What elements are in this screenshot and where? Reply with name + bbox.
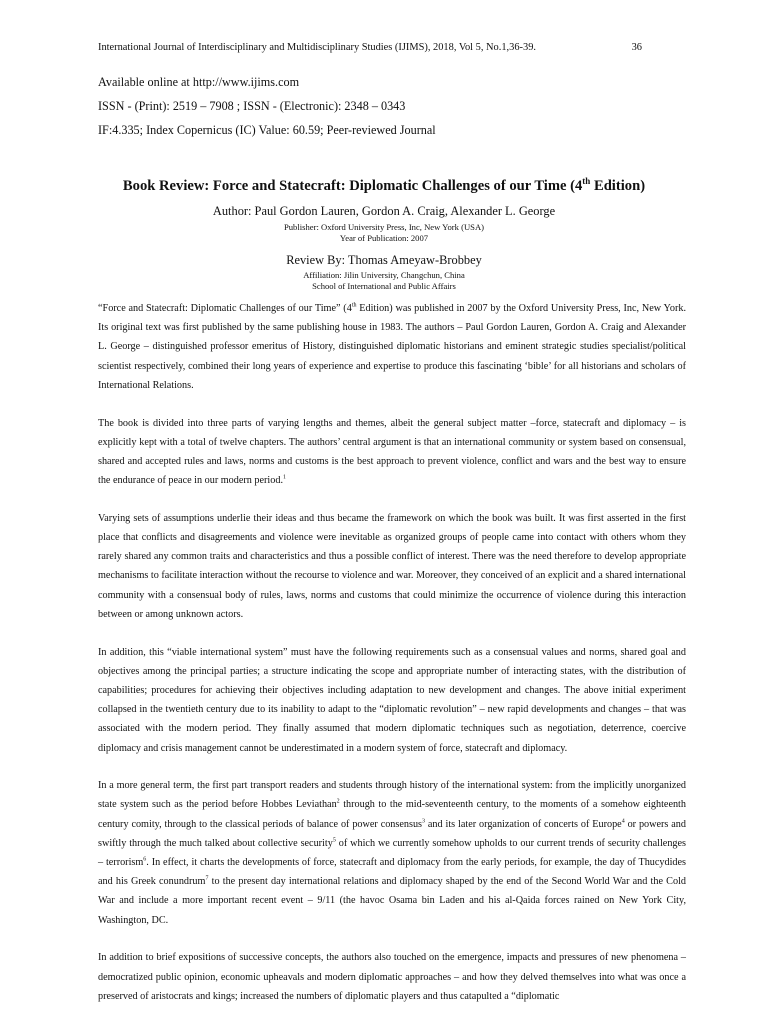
paragraph-2 bbox=[98, 414, 686, 491]
footnote-ref: 6 bbox=[143, 856, 147, 863]
affiliation-line: Affiliation: Jilin University, Changchun, China bbox=[303, 270, 465, 280]
paragraph-3: Varying sets of assumptions underlie their ideas and thus became the framework on which the book was built. It was first asserted in the first place that conflicts and disagreements and violence were inevitable as organized groups of people came into contact with others whom they rarely shared any common traits and characteristics and thus a possible conflict of interest. There was the need therefore to develop appropriate mechanisms to facilitate interaction without the recourse to violence and war. Moreover, they conceived of an explicit and a shared international community with a consensual body of rules, laws, norms and customs that could minimize the occurrence of violence during this interaction between or among unknown actors. bbox=[98, 512, 686, 620]
availability-line: Available online at http://www.ijims.com bbox=[98, 75, 300, 89]
paragraph-text: or powers and swiftly through the much talked about collective security bbox=[98, 818, 686, 849]
footnote-ref: 5 bbox=[332, 837, 336, 844]
article-title bbox=[60, 176, 708, 195]
paragraph-5 bbox=[98, 776, 686, 930]
paragraph-text: The book is divided into three parts of varying lengths and themes, albeit the general subject matter –force, statecraft and diplomacy – is explicitly kept with a total of twelve chapters. The authors’ central argument is that an international community or system based on consensual, shared and accepted rules and laws, norms and customs is the best approach to prevent violence, conflict and wars and the best way to ensure the endurance of peace in our modern period. bbox=[98, 417, 686, 487]
journal-meta bbox=[98, 70, 436, 142]
superscript: th bbox=[351, 302, 357, 309]
paragraph-text: Edition) was published in 2007 by the Oxford University Press, Inc, New York. Its original text was first published by the same publishing house in 1983. The authors – Paul Gordon Lauren, Gordon A. Craig and Alexander L. George – distinguished professor emeritus of History, distinguished diplomatic historians and eminent strategic studies specialist/political scientist respectively, combined their long years of experience and expertise to produce this fascinating ‘bible’ for all historians and scholars of International Relations. bbox=[98, 303, 686, 391]
impact-line: IF:4.335; Index Copernicus (IC) Value: 60.59; Peer-reviewed Journal bbox=[98, 123, 436, 137]
footnote-ref: 4 bbox=[621, 818, 625, 825]
title-text-end: Edition) bbox=[590, 177, 646, 194]
paragraph-1 bbox=[98, 299, 686, 395]
year-line: Year of Publication: 2007 bbox=[339, 233, 429, 243]
journal-citation: International Journal of Interdisciplinary and Multidisciplinary Studies (IJIMS), 2018, Vol 5, No.1,36-39. bbox=[98, 42, 536, 53]
author-line: Author: Paul Gordon Lauren, Gordon A. Craig, Alexander L. George bbox=[212, 204, 556, 218]
issn-line: ISSN - (Print): 2519 – 7908 ; ISSN - (Electronic): 2348 – 0343 bbox=[98, 99, 406, 113]
paragraph-text: “Force and Statecraft: Diplomatic Challenges of our Time” (4 bbox=[98, 303, 352, 314]
page-number: 36 bbox=[631, 42, 642, 53]
footnote-ref: 2 bbox=[336, 799, 340, 806]
title-superscript: th bbox=[582, 176, 591, 186]
footnote-ref: 3 bbox=[422, 818, 426, 825]
paragraph-text: and its later organization of concerts of Europe bbox=[425, 818, 622, 830]
paragraph-text: . In effect, it charts the developments of force, statecraft and diplomacy from the early periods, for example, the day of Thucydides and his Greek conundrum bbox=[98, 857, 686, 888]
reviewer-line: Review By: Thomas Ameyaw-Brobbey bbox=[286, 253, 482, 267]
paragraph-text: through to the mid-seventeenth century, to the moments of a somehow eighteenth century comity, through to the classical periods of balance of power consensus bbox=[98, 799, 686, 830]
paragraph-text: of which we currently somehow upholds to our current trends of security challenges – terrorism bbox=[98, 837, 686, 869]
paragraph-6: In addition to brief expositions of successive concepts, the authors also touched on the emergence, impacts and pressures of new phenomena – democratized public opinion, economic upheavals and modern diplomatic approaches – and how they delved themselves into what was once a preserved of aristocrats and kings; increased the numbers of diplomatic players and thus catapulted a “diplomatic bbox=[98, 952, 686, 1002]
footnote-ref: 1 bbox=[283, 474, 286, 481]
article-body bbox=[98, 299, 686, 1025]
publisher-line: Publisher: Oxford University Press, Inc, New York (USA) bbox=[283, 222, 485, 232]
paragraph-4: In addition, this “viable international system” must have the following requirements such as a consensual values and norms, shared goal and objectives among the principal parties; a structure indicating the scope and appropriate number of interacting states, with the distribution of capabilities; procedures for achieving their objectives including adaptation to new development and changes. The above initial experiment collapsed in the twentieth century due to its inability to adapt to the “diplomatic revolution” – new rapid developments and changes – that was associated with the modern period. They finally assumed that modern diplomatic techniques such as negotiation, deterrence, coercive diplomacy and crisis management cannot be underestimated in a modern system of force, statecraft and diplomacy. bbox=[98, 646, 686, 754]
footnote-ref: 7 bbox=[205, 875, 209, 882]
paragraph-text: In a more general term, the first part transport readers and students through history of the international system: from the implicitly unorganized state system such as the period before Hobbes Leviathan bbox=[98, 780, 686, 811]
title-text: Book Review: Force and Statecraft: Diplomatic Challenges of our Time (4 bbox=[122, 177, 583, 194]
school-line: School of International and Public Affairs bbox=[312, 281, 456, 291]
running-header bbox=[98, 42, 670, 53]
paragraph-text: to the present day international relations and diplomacy shaped by the end of the Second World War and the Cold War and include a more important recent event – 9/11 (the havoc Osama bin Laden and his al-Qaida forces rained on New York City, Washington, DC. bbox=[98, 876, 686, 926]
